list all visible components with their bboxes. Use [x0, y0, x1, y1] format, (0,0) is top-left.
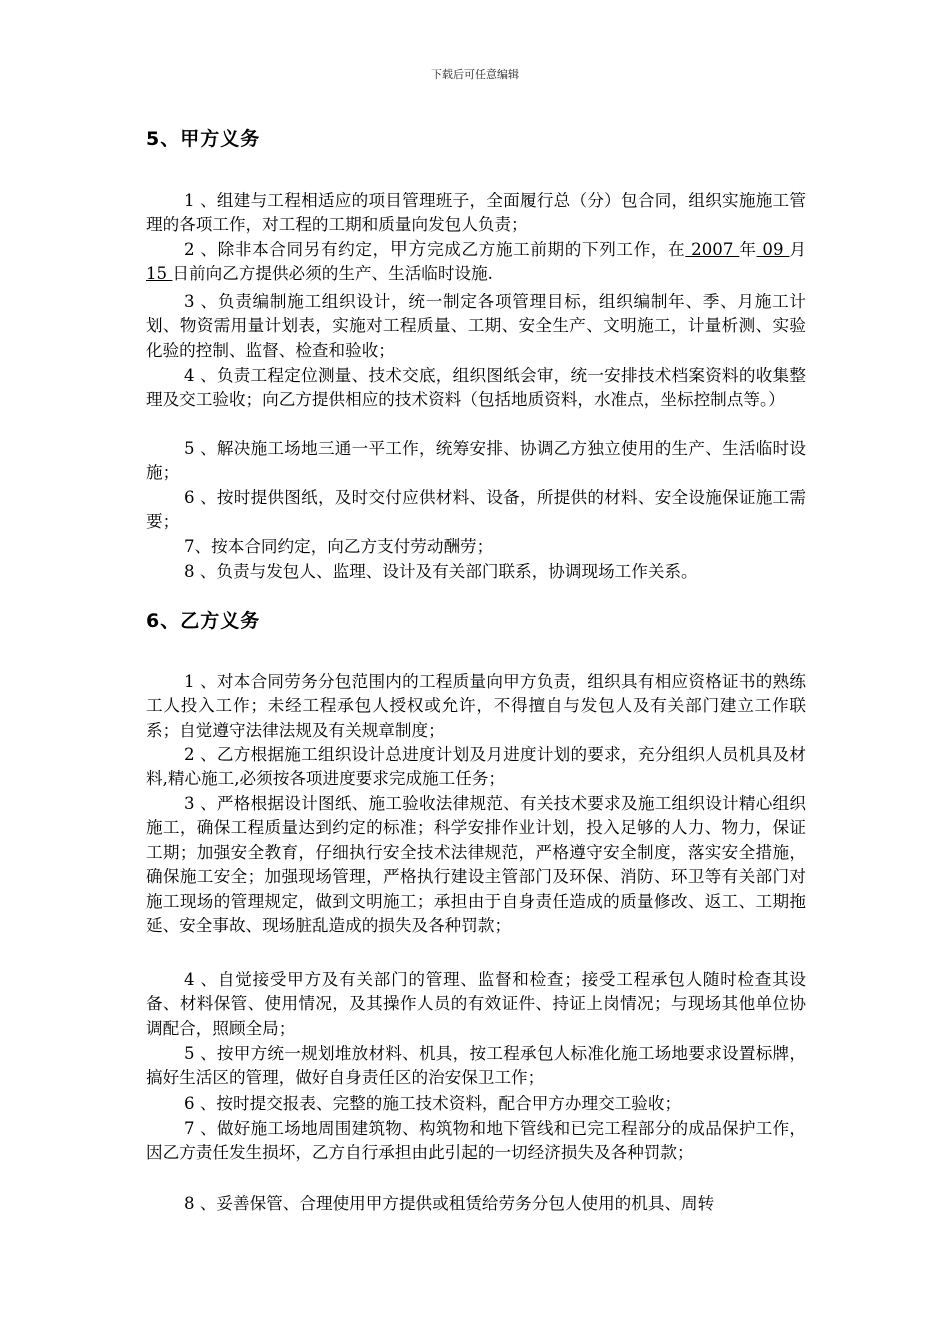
section-5-item-6: 6 、按时提供图纸，及时交付应供材料、设备，所提供的材料、安全设施保证施工需要； — [146, 488, 806, 532]
section-6-item-6: 6 、按时提交报表、完整的施工技术资料，配合甲方办理交工验收； — [184, 1094, 682, 1113]
section-5-item-7: 7、按本合同约定，向乙方支付劳动酬劳； — [184, 537, 494, 556]
section-5-item-4: 4 、负责工程定位测量、技术交底，组织图纸会审，统一安排技术档案资料的收集整理及交工验收；向乙方提供相应的技术资料（包括地质资料，水准点，坐标控制点等。） — [146, 366, 806, 410]
section-5-item-8: 8 、负责与发包人、监理、设计及有关部门联系，协调现场工作关系。 — [184, 562, 698, 581]
section-6-item-3: 3 、严格根据设计图纸、施工验收法律规范、有关技术要求及施工组织设计精心组织施工，确保工程质量达到约定的标准；科学安排作业计划，投入足够的人力、物力，保证工期；加强安全教育，仔细执行安全技术法律规范，严格遵守安全制度，落实安全措施，确保施工安全；加强现场管理，严格执行建设主管部门及环保、消防、环卫等有关部门对施工现场的管理规定，做到文明施工；承担由于自身责任造成的质量修改、返工、工期拖延、安全事故、现场脏乱造成的损失及各种罚款； — [146, 794, 806, 936]
date-day: 15 — [146, 264, 173, 284]
section-5-item-5: 5 、解决施工场地三通一平工作，统筹安排、协调乙方独立使用的生产、生活临时设施； — [146, 439, 806, 483]
section-5-item-3: 3 、负责编制施工组织设计，统一制定各项管理目标，组织编制年、季、月施工计划、物资需用量计划表，实施对工程质量、工期、安全生产、文明施工，计量析测、实验化验的控制、监督、检查和验收； — [146, 292, 806, 360]
section-6-item-2: 2 、乙方根据施工组织设计总进度计划及月进度计划的要求，充分组织人员机具及材料,精心施工,必须按各项进度要求完成施工任务； — [146, 745, 806, 789]
page-header-note: 下载后可任意编辑 — [431, 68, 519, 81]
section-5-title: 5、甲方义务 — [146, 128, 261, 150]
party-a-emphasis: 甲方 — [389, 239, 428, 260]
section-5-item-2: 2 、除非本合同另有约定，甲方完成乙方施工前期的下列工作，在 2007 年 09 月 15 日前向乙方提供必须的生产、生活临时设施. — [146, 239, 807, 284]
section-6-item-1: 1 、对本合同劳务分包范围内的工程质量向甲方负责，组织具有相应资格证书的熟练工人投入工作；未经工程承包人授权或允许，不得擅自与发包人及有关部门建立工作联系；自觉遵守法律法规及有关规章制度； — [146, 672, 806, 740]
section-5-item-1: 1 、组建与工程相适应的项目管理班子，全面履行总（分）包合同，组织实施施工管理的各项工作，对工程的工期和质量向发包人负责； — [146, 191, 806, 235]
date-month: 09 — [756, 240, 790, 259]
section-6-title: 6、乙方义务 — [146, 610, 261, 632]
date-year: 2007 — [685, 240, 740, 259]
section-6-item-7: 7 、做好施工场地周围建筑物、构筑物和地下管线和已完工程部分的成品保护工作，因乙方责任发生损坏，乙方自行承担由此引起的一切经济损失及各种罚款； — [146, 1119, 806, 1163]
section-6-item-5: 5 、按甲方统一规划堆放材料、机具，按工程承包人标准化施工场地要求设置标牌，搞好生活区的管理，做好自身责任区的治安保卫工作； — [146, 1044, 806, 1088]
section-6-item-8: 8 、妥善保管、合理使用甲方提供或租赁给劳务分包人使用的机具、周转 — [184, 1194, 715, 1213]
section-6-item-4: 4 、自觉接受甲方及有关部门的管理、监督和检查；接受工程承包人随时检查其设备、材料保管、使用情况，及其操作人员的有效证件、持证上岗情况；与现场其他单位协调配合，照顾全局； — [146, 970, 806, 1038]
